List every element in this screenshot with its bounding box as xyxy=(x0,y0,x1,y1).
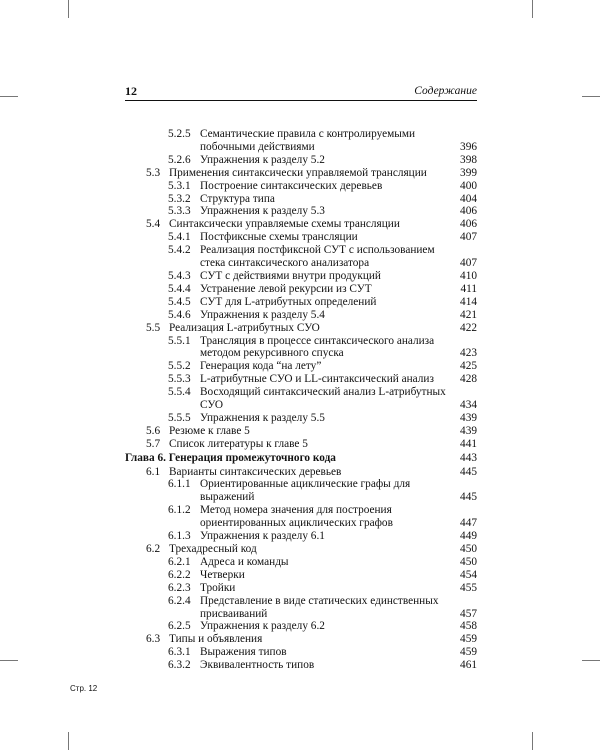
toc-entry xyxy=(125,530,477,543)
toc-entry-page: 450 xyxy=(460,543,477,555)
toc-entry-title: Представление в виде статических единственных присваиваний xyxy=(200,594,439,620)
toc-entry xyxy=(125,582,477,595)
toc-entry-title: Устранение левой рекурсии из СУТ xyxy=(200,282,372,295)
toc-entry-title: Резюме к главе 5 xyxy=(169,424,250,437)
toc-entry-title: СУТ с действиями внутри продукций xyxy=(200,269,381,282)
toc-entry-page: 404 xyxy=(460,192,477,205)
toc-entry xyxy=(125,193,477,206)
toc-entry-page: 410 xyxy=(460,269,477,282)
toc-entry-page: 445 xyxy=(460,491,477,504)
toc-entry-title: Тройки xyxy=(200,581,236,594)
toc-entry xyxy=(125,478,477,504)
toc-entry xyxy=(125,386,477,412)
toc-entry-number: 6.2.4 xyxy=(168,594,191,607)
toc-entry-title: Семантические правила с контролируемыми побочными действиями xyxy=(200,128,416,153)
toc-entry-number: 5.4 xyxy=(146,218,161,231)
toc-entry xyxy=(125,543,477,556)
toc-entry xyxy=(125,296,477,309)
toc-entry-number: 5.3 xyxy=(146,166,161,179)
toc-entry xyxy=(125,167,477,180)
toc-entry xyxy=(125,180,477,193)
toc-entry-page: 407 xyxy=(460,231,477,244)
toc-entry xyxy=(125,412,477,425)
toc-entry-title: Синтаксически управляемые схемы трансляции xyxy=(169,218,400,231)
toc-entry xyxy=(125,556,477,569)
toc-entry-page: 457 xyxy=(460,607,477,620)
toc-entry-number: 5.5.2 xyxy=(168,360,191,373)
toc-entry xyxy=(125,205,477,218)
toc-entry-number: 6.2.3 xyxy=(168,581,191,594)
toc-entry xyxy=(125,504,477,530)
toc-entry-title: Адреса и команды xyxy=(200,555,289,568)
toc-entry-title: Четверки xyxy=(200,568,245,581)
toc-entry xyxy=(125,646,477,659)
toc-entry-page: 450 xyxy=(460,555,477,568)
toc-entry-title: Упражнения к разделу 6.1 xyxy=(200,530,325,543)
toc-entry-number: 6.3 xyxy=(146,633,161,646)
toc-entry-page: 407 xyxy=(460,257,477,270)
footer-page-label: Стр. 12 xyxy=(70,684,98,693)
toc-entry-page: 443 xyxy=(460,451,477,464)
toc-entry xyxy=(125,154,477,167)
toc-entry-number: 6.1.2 xyxy=(168,504,191,517)
toc-entry-number: 6.2.2 xyxy=(168,568,191,581)
toc-entry-page: 459 xyxy=(460,633,477,646)
toc-entry xyxy=(125,309,477,322)
toc-entry-number: 5.5.5 xyxy=(168,411,191,424)
toc-entry-page: 439 xyxy=(460,424,477,437)
toc-entry xyxy=(125,452,477,465)
toc-entry-number: 6.3.2 xyxy=(168,659,191,672)
toc-entry-number: 6.1 xyxy=(146,465,161,478)
toc-entry-page: 461 xyxy=(460,659,477,672)
toc-entry-title: Упражнения к разделу 6.2 xyxy=(200,620,325,633)
toc-entry xyxy=(125,335,477,361)
toc-entry xyxy=(125,595,477,621)
toc-entry-title: Ориентированные ациклические графы для выражений xyxy=(200,478,411,504)
toc-entry xyxy=(125,425,477,438)
crop-mark xyxy=(532,732,533,750)
toc-entry-title: Постфиксные схемы трансляции xyxy=(200,231,358,244)
crop-mark xyxy=(68,732,69,750)
toc-entry-page: 411 xyxy=(460,282,477,295)
crop-mark xyxy=(582,660,600,661)
toc-entry-title: Применения синтаксически управляемой трансляции xyxy=(169,166,427,179)
crop-mark xyxy=(0,96,18,97)
toc-entry-number: 5.3.2 xyxy=(168,192,191,205)
toc-entry-page: 400 xyxy=(460,179,477,192)
toc-entry-number: 6.1.1 xyxy=(168,478,191,491)
toc-entry xyxy=(125,270,477,283)
toc-entry-title: Упражнения к разделу 5.4 xyxy=(200,308,325,321)
toc-entry xyxy=(125,218,477,231)
toc-entry xyxy=(125,231,477,244)
toc-entry-title: Трехадресный код xyxy=(169,543,257,555)
toc-entry-number: 5.2.5 xyxy=(168,128,191,140)
toc-entry-page: 406 xyxy=(460,205,477,218)
toc-entry-page: 441 xyxy=(460,437,477,450)
toc-entry xyxy=(125,659,477,672)
crop-mark xyxy=(0,660,18,661)
toc-entry xyxy=(125,466,477,479)
toc-entry-title: Упражнения к разделу 5.5 xyxy=(200,411,325,424)
toc-entry-page: 447 xyxy=(460,517,477,530)
toc-entry-page: 406 xyxy=(460,218,477,231)
toc-entry-page: 439 xyxy=(460,411,477,424)
toc-entry-title: Построение синтаксических деревьев xyxy=(200,179,383,192)
toc-entry-number: 5.7 xyxy=(146,437,161,450)
toc-entry-number: 5.4.4 xyxy=(168,282,191,295)
toc-entry-page: 434 xyxy=(460,399,477,412)
toc-entry-number: 6.1.3 xyxy=(168,530,191,543)
toc-entry-title: СУТ для L-атрибутных определений xyxy=(200,295,377,308)
toc-entry-page: 425 xyxy=(460,360,477,373)
toc-entry-number: 5.4.1 xyxy=(168,231,191,244)
toc-entry-page: 423 xyxy=(460,347,477,360)
toc-entry-title: Трансляция в процессе синтаксического анализа методом рекурсивного спуска xyxy=(200,334,435,360)
page-header xyxy=(125,84,477,101)
toc-entry-title: Выражения типов xyxy=(200,646,287,659)
toc-entry-number: 5.5.1 xyxy=(168,334,191,347)
toc-entry-title: Список литературы к главе 5 xyxy=(169,437,308,450)
toc-entry xyxy=(125,322,477,335)
toc-entry-title: Глава 6. Генерация промежуточного кода xyxy=(125,451,336,464)
toc-entry xyxy=(125,244,477,270)
toc-entry-page: 421 xyxy=(460,308,477,321)
toc-entry-title: Реализация постфиксной СУТ с использованием стека синтаксического анализатора xyxy=(200,244,435,270)
toc-entry-title: Упражнения к разделу 5.2 xyxy=(200,153,325,166)
toc-entry-number: 5.5.4 xyxy=(168,386,191,399)
toc-entry-number: 6.2 xyxy=(146,543,161,555)
toc-entry-page: 455 xyxy=(460,581,477,594)
section-title: Содержание xyxy=(414,85,477,97)
table-of-contents xyxy=(125,128,477,672)
toc-entry-number: 6.3.1 xyxy=(168,646,191,659)
toc-entry-title: Реализация L-атрибутных СУО xyxy=(169,321,320,334)
toc-entry xyxy=(125,128,477,154)
toc-entry-title: L-атрибутные СУО и LL-синтаксический анализ xyxy=(200,373,434,386)
toc-entry-title: Восходящий синтаксический анализ L-атрибутных СУО xyxy=(200,386,446,412)
toc-entry-number: 5.5 xyxy=(146,321,161,334)
toc-entry-title: Упражнения к разделу 5.3 xyxy=(200,205,325,218)
toc-entry-title: Структура типа xyxy=(200,192,275,205)
toc-entry xyxy=(125,438,477,451)
toc-entry-number: 5.3.1 xyxy=(168,179,191,192)
page-number: 12 xyxy=(125,84,137,98)
toc-entry-page: 449 xyxy=(460,530,477,543)
toc-entry-page: 396 xyxy=(460,140,477,153)
toc-entry-number: 5.4.3 xyxy=(168,269,191,282)
toc-entry-number: 5.4.6 xyxy=(168,308,191,321)
crop-mark xyxy=(582,96,600,97)
toc-entry-title: Типы и объявления xyxy=(169,633,263,646)
toc-entry-number: 5.2.6 xyxy=(168,153,191,166)
toc-entry-page: 454 xyxy=(460,568,477,581)
crop-mark xyxy=(532,0,533,18)
toc-entry xyxy=(125,373,477,386)
toc-entry-page: 445 xyxy=(460,465,477,478)
toc-entry xyxy=(125,620,477,633)
toc-entry-number: 5.3.3 xyxy=(168,205,191,218)
toc-entry-title: Генерация кода “на лету” xyxy=(200,360,322,373)
toc-entry-title: Эквивалентность типов xyxy=(200,659,315,672)
toc-entry xyxy=(125,360,477,373)
toc-entry-number: 6.2.1 xyxy=(168,555,191,568)
toc-entry-page: 414 xyxy=(460,295,477,308)
toc-entry xyxy=(125,633,477,646)
toc-entry-page: 422 xyxy=(460,321,477,334)
toc-entry-title: Варианты синтаксических деревьев xyxy=(169,465,342,478)
toc-entry xyxy=(125,283,477,296)
toc-entry xyxy=(125,569,477,582)
toc-entry-number: 5.4.2 xyxy=(168,244,191,257)
toc-entry-number: 6.2.5 xyxy=(168,620,191,633)
toc-entry-number: 5.5.3 xyxy=(168,373,191,386)
toc-entry-number: 5.4.5 xyxy=(168,295,191,308)
toc-entry-page: 459 xyxy=(460,646,477,659)
toc-entry-page: 458 xyxy=(460,620,477,633)
crop-mark xyxy=(68,0,69,18)
toc-entry-title: Метод номера значения для построения ориентированных ациклических графов xyxy=(200,504,393,530)
toc-entry-number: 5.6 xyxy=(146,424,161,437)
toc-entry-page: 399 xyxy=(460,166,477,179)
toc-entry-page: 398 xyxy=(460,153,477,166)
toc-entry-page: 428 xyxy=(460,373,477,386)
